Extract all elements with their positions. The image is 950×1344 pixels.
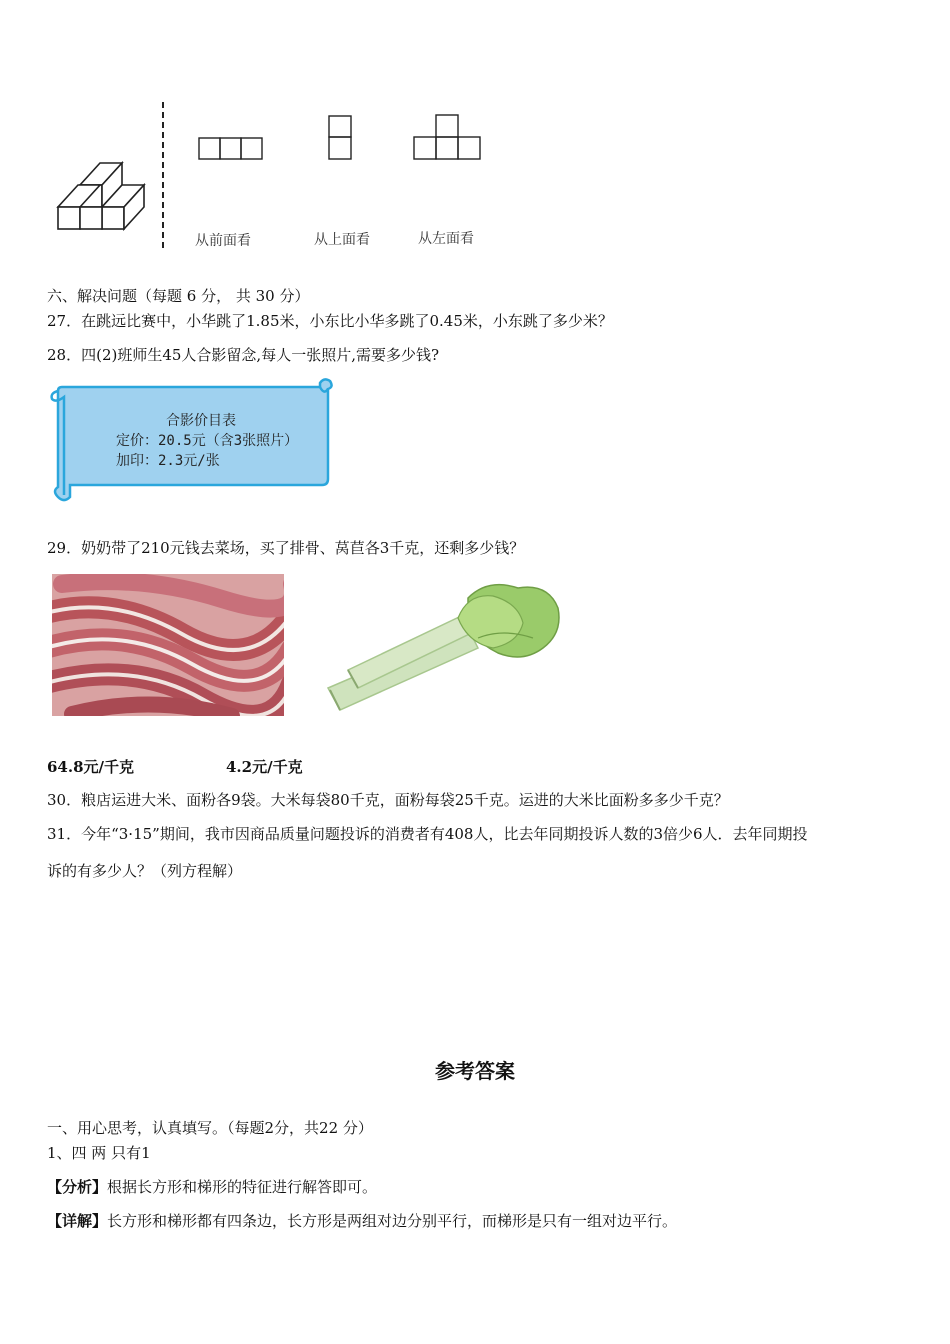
detail-tag: 【详解】 [47,1212,108,1230]
pork-ribs-image [52,574,284,716]
price-table-line2: 加印：2.3元/张 [116,453,220,469]
left-view-figure [413,114,483,161]
analysis-tag: 【分析】 [47,1178,108,1196]
detail-text: 长方形和梯形都有四条边，长方形是两组对边分别平行，而梯形是只有一组对边平行。 [107,1212,678,1230]
question-31-line1: 31．今年“3·15”期间，我市因商品质量问题投诉的消费者有408人，比去年同期投诉人数的3倍少6人．去年同期投 [47,825,808,843]
dashed-divider [160,102,166,248]
celtuce-image [318,578,566,718]
analysis-text: 根据长方形和梯形的特征进行解答即可。 [107,1178,378,1196]
question-28: 28．四(2)班师生45人合影留念,每人一张照片,需要多少钱? [47,346,440,364]
question-31-line2: 诉的有多少人？（列方程解） [47,862,243,880]
answers-title: 参考答案 [435,1059,515,1083]
answers-section1-heading: 一、用心思考，认真填写。（每题2分，共22 分） [47,1119,373,1137]
price-table-line1: 定价：20.5元（含3张照片） [116,433,299,449]
left-view-label: 从左面看 [418,231,474,247]
question-30: 30．粮店运进大米、面粉各9袋。大米每袋80千克，面粉每袋25千克。运进的大米比面粉多多少千克？ [47,791,729,809]
top-view-figure [328,115,354,161]
front-view-figure [198,137,266,161]
ribs-price: 64.8元/千克 [47,758,135,776]
detail-line [47,1211,677,1231]
question-27: 27．在跳远比赛中，小华跳了1.85米，小东比小华多跳了0.45米，小东跳了多少米？ [47,312,613,330]
question-29: 29．奶奶带了210元钱去菜场，买了排骨、莴苣各3千克，还剩多少钱？ [47,539,525,557]
answer-1: 1、四 两 只有1 [47,1144,151,1162]
analysis-line [47,1177,377,1197]
celtuce-price: 4.2元/千克 [226,758,303,776]
top-view-label: 从上面看 [314,232,370,248]
price-table-title: 合影价目表 [166,413,236,429]
front-view-label: 从前面看 [195,233,251,249]
cube-stack-figure [50,155,150,235]
section6-heading: 六、解决问题（每题 6 分， 共 30 分） [47,287,310,305]
